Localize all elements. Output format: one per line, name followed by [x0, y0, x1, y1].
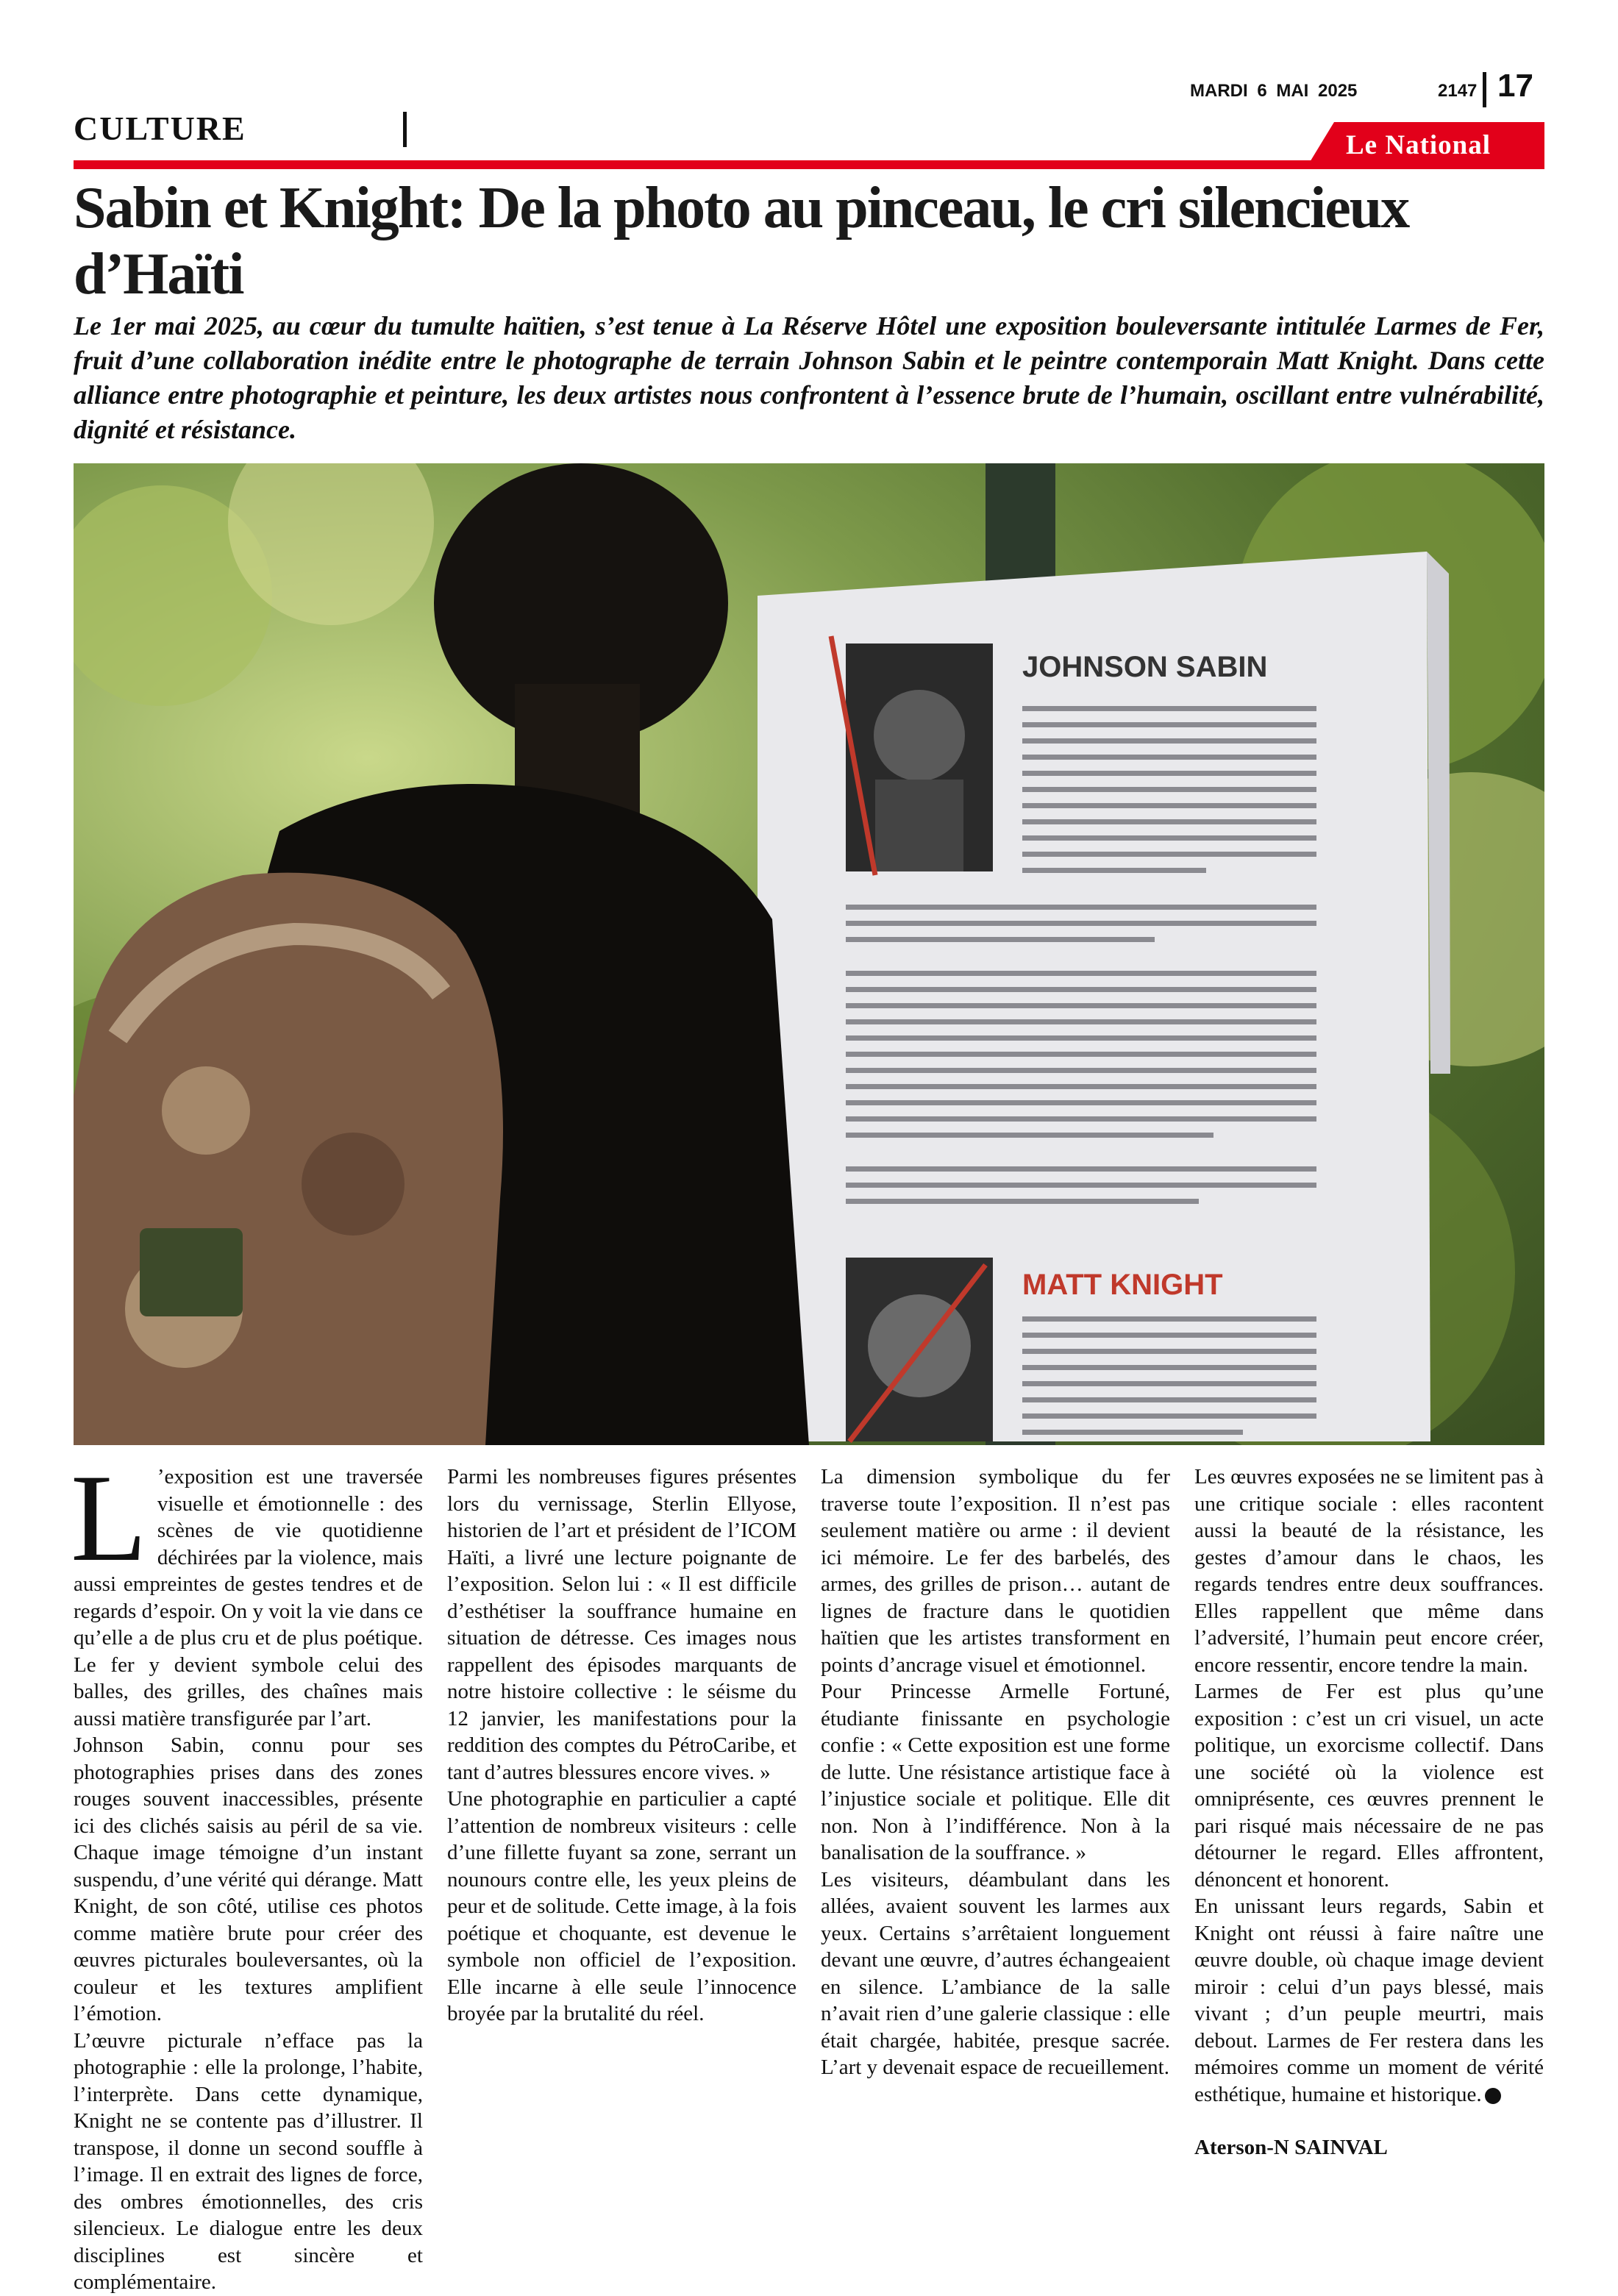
article-column-1: [71, 1449, 423, 2296]
article-paragraph: ’exposition est une traversée visuelle et émotionnelle : des scènes de vie quotidienne déchirées par la violence, mais aussi empreintes de gestes tendres et de regards d’espoir. On y voit la vie dans ce qu’elle a de plus cru et de plus poétique. Le fer y devient symbole celui des balles, des grilles, des chaînes mais aussi matière transfigurée par l’art.: [74, 1465, 423, 1730]
article-paragraph: La dimension symbolique du fer traverse toute l’exposition. Il n’est pas seulement matière ou arme : il devient ici mémoire. Le fer des barbelés, des armes, des grilles de prison… autant de lignes de fracture dans le quotidien haïtien que les artistes transforment en points d’ancrage visuel et émotionnel.: [821, 1465, 1170, 1677]
issue-date: MARDI 6 MAI 2025: [1190, 81, 1358, 101]
exhibition-photo-illustration: [74, 463, 1544, 1445]
article-paragraph: Larmes de Fer est plus qu’une exposition : c’est un cri visuel, un acte politique, un exorcisme collectif. Dans une société où la violence est omniprésente, ces œuvres prennent le pari risqué mais nécessaire de ne pas détourner le regard. Elles affrontent, dénoncent et honorent.: [1194, 1680, 1544, 1892]
article-column-2: [447, 1463, 796, 2028]
drop-cap: L: [71, 1449, 147, 1587]
poster-heading-matt-knight: MATT KNIGHT: [1022, 1269, 1223, 1301]
article-column-3: [821, 1463, 1170, 2081]
page-number: 17: [1497, 68, 1533, 104]
article-paragraph: Parmi les nombreuses figures présentes lors du vernissage, Sterlin Ellyose, historien de l’art et président de l’ICOM Haïti, a livré une lecture poignante de l’exposition. Selon lui : « Il est difficile d’esthétiser la souffrance humaine en situation de détresse. Ces images nous rappellent des épisodes marquants de notre histoire collective : le séisme du 12 janvier, les manifestations pour la reddition des comptes du PétroCaribe, et tant d’autres blessures encore vives. »: [447, 1465, 796, 1784]
article-paragraph: Pour Princesse Armelle Fortuné, étudiante finissante en psychologie confie : « Cette exposition est une forme de lutte. Une résistance artistique face à l’injustice sociale et politique. Elle dit non. Non à l’indifférence. Non à la banalisation de la souffrance. »: [821, 1680, 1170, 1864]
exhibition-photo: [74, 463, 1544, 1445]
poster-heading-johnson-sabin: JOHNSON SABIN: [1022, 651, 1268, 683]
article-paragraph: Johnson Sabin, connu pour ses photographies prises dans des zones rouges souvent inaccessibles, présente ici des clichés saisis au péril de sa vie. Chaque image témoigne d’un instant suspendu, d’une vérité qui dérange. Matt Knight, de son côté, utilise ces photos comme matière brute pour créer des œuvres picturales bouleversantes, où la couleur et les textures amplifient l’émotion.: [74, 1733, 423, 2025]
article-paragraph: En unissant leurs regards, Sabin et Knight ont réussi à faire naître une œuvre double, où chaque image devient miroir : celui d’un pays blessé, mais vivant ; d’un peuple meurtri, mais debout. Larmes de Fer restera dans les mémoires comme un moment de vérité esthétique, humaine et historique.: [1194, 1894, 1544, 2106]
issue-number: 2147: [1438, 81, 1478, 101]
article-paragraph: Les œuvres exposées ne se limitent pas à une critique sociale : elles racontent aussi la beauté de la résistance, les gestes d’amour dans le chaos, les regards tendres entre deux souffrances. Elles rappellent que même dans l’adversité, l’humain peut encore créer, encore ressentir, encore tendre la main.: [1194, 1465, 1544, 1677]
article-paragraph: Une photographie en particulier a capté l’attention de nombreux visiteurs : celle d’une fillette fuyant sa zone, serrant un nounours contre elle, les yeux pleins de peur et de solitude. Cette image, à la fois poétique et choquante, est devenue le symbole non officiel de l’exposition. Elle incarne à elle seule l’innocence broyée par la brutalité du réel.: [447, 1787, 796, 2025]
article-paragraph: L’œuvre picturale n’efface pas la photographie : elle la prolonge, l’habite, l’interprète. Dans cette dynamique, Knight ne se contente pas d’illustrer. Il transpose, il donne un second souffle à l’image. Il en extrait des lignes de force, des ombres émotionnelles, des cris silencieux. Le dialogue entre les deux disciplines est sincère et complémentaire.: [74, 2028, 423, 2294]
section-label: CULTURE: [74, 110, 246, 147]
article-paragraph: Les visiteurs, déambulant dans les allées, avaient souvent les larmes aux yeux. Certains s’arrêtaient longuement devant une œuvre, d’autres échangeaient en silence. L’ambiance de la salle n’avait rien d’une galerie classique : elle était chargée, habitée, presque sacrée. L’art y devenait espace de recueillement.: [821, 1867, 1170, 2079]
newspaper-brand: Le National: [1346, 130, 1492, 160]
end-of-article-icon: [1485, 2088, 1501, 2104]
article-lede: Le 1er mai 2025, au cœur du tumulte haïtien, s’est tenue à La Réserve Hôtel une exposition bouleversante intitulée Larmes de Fer, fruit d’une collaboration inédite entre le photographe de terrain Johnson Sabin et le peintre contemporain Matt Knight. Dans cette alliance entre photographie et peinture, les deux artistes nous confrontent à l’essence brute de l’humain, oscillant entre vulnérabilité, dignité et résistance.: [74, 311, 1544, 444]
article-byline: Aterson-N SAINVAL: [1194, 2136, 1388, 2159]
page-number-divider: [1483, 72, 1486, 107]
article-column-4: [1194, 1463, 1544, 2161]
article-headline: Sabin et Knight: De la photo au pinceau, le cri silencieux d’Haïti: [74, 176, 1409, 307]
section-divider: [403, 112, 407, 147]
